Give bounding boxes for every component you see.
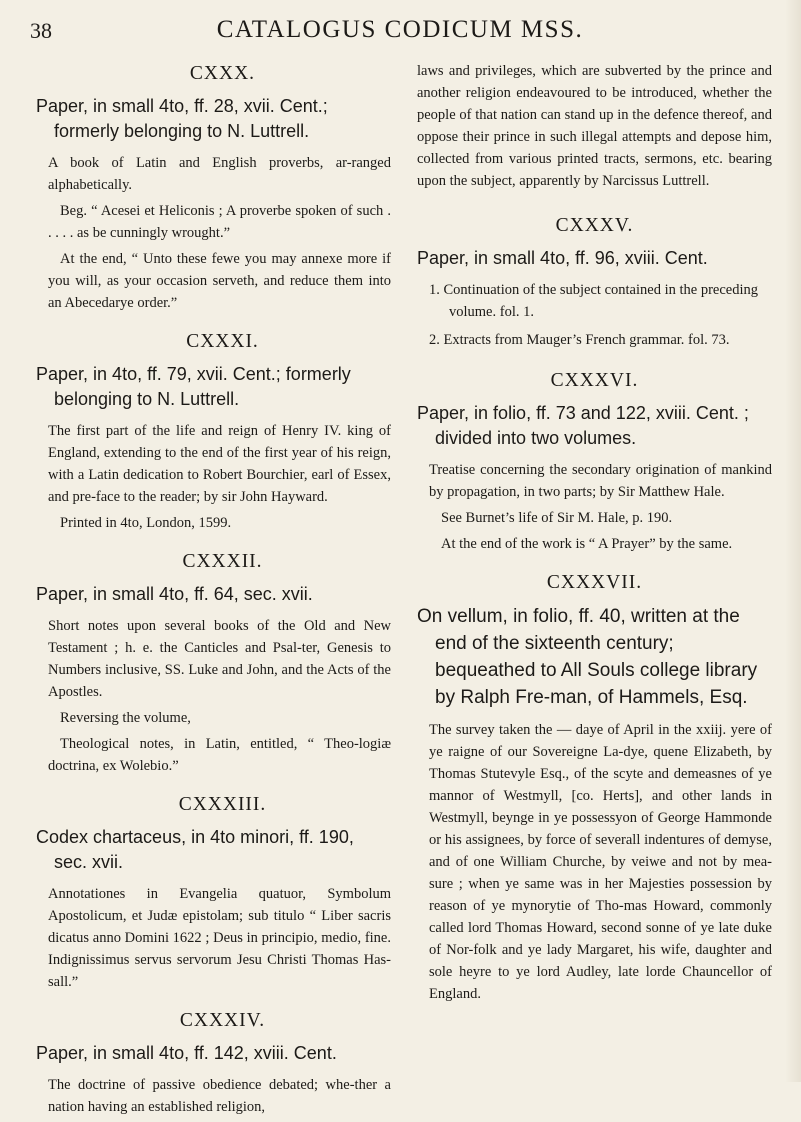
list-item: 2. Extracts from Mauger’s French grammar. fol. 73.	[429, 332, 730, 348]
entry-description: Paper, in small 4to, ff. 64, sec. xvii.	[36, 584, 313, 604]
entry-paragraph: Annotationes in Evangelia quatuor, Symbolum Apostolicum, et Judæ epistolam; sub titulo “ Liber sacris dicatus anno Domini 1622 ; Deus in principio, medio, fine. Indignissimus servus servorum Jesu Christi Thomas Has-sall.”	[48, 886, 391, 990]
entry-cxxxv	[417, 212, 772, 351]
entry-cxxx	[36, 60, 391, 314]
entry-paragraph: Theological notes, in Latin, entitled, “ Theo-logiæ doctrina, ex Wolebio.”	[48, 736, 391, 774]
entry-number: CXXXIV.	[179, 1010, 266, 1031]
entry-paragraph: At the end, “ Unto these fewe you may annexe more if you will, as your occasion serveth, and reduce them into an Abecedarye order.”	[48, 251, 391, 311]
entry-number: CXXXV.	[555, 215, 634, 236]
left-column	[36, 60, 391, 1122]
entry-paragraph: The first part of the life and reign of Henry IV. king of England, extending to the end of the first year of his reign, with a Latin dedication to Robert Bourchier, earl of Essex, and pre-face to the reader; by sir John Hayward.	[48, 423, 391, 505]
page-number: 38	[30, 18, 52, 43]
entry-description: Paper, in small 4to, ff. 142, xviii. Cent.	[36, 1043, 337, 1063]
right-column	[417, 60, 772, 1009]
entry-paragraph: Beg. “ Acesei et Heliconis ; A proverbe spoken of such . . . . . as be cunningly wrought.”	[48, 203, 391, 241]
entry-paragraph: A book of Latin and English proverbs, ar-ranged alphabetically.	[48, 155, 391, 193]
entry-paragraph-continued: laws and privileges, which are subverted by the prince and another religion endeavoured to be introduced, whether the people of that nation can stand up in the defence thereof, and oppose their prince in such illegal attempts and depose him, collected from various printed tracts, sermons, etc. bearing upon the subject, apparently by Narcissus Luttrell.	[417, 63, 772, 189]
entry-cxxxiii	[36, 791, 391, 993]
entry-paragraph: Treatise concerning the secondary origination of mankind by propagation, in two parts; by Sir Matthew Hale.	[429, 462, 772, 500]
entry-description: Paper, in small 4to, ff. 28, xvii. Cent.; formerly belonging to N. Luttrell.	[36, 96, 328, 141]
entry-number: CXXXVII.	[546, 572, 643, 593]
list-item: 1. Continuation of the subject contained in the preceding volume. fol. 1.	[429, 282, 758, 320]
entry-paragraph: Reversing the volume,	[60, 710, 191, 726]
entry-paragraph: Short notes upon several books of the Old and New Testament ; h. e. the Canticles and Psal-ter, Genesis to Numbers inclusive, SS. Luke and John, and the Acts of the Apostles.	[48, 618, 391, 700]
entry-cxxxi	[36, 328, 391, 534]
entry-cxxxvi	[417, 367, 772, 555]
entry-paragraph: See Burnet’s life of Sir M. Hale, p. 190.	[441, 510, 673, 526]
entry-description: On vellum, in folio, ff. 40, written at the end of the sixteenth century; bequeathed to All Souls college library by Ralph Fre-man, of Hammels, Esq.	[417, 606, 758, 708]
entry-paragraph: The doctrine of passive obedience debated; whe-ther a nation having an established religion,	[48, 1077, 391, 1115]
entry-cxxxiv	[36, 1007, 391, 1118]
entry-cxxxii	[36, 548, 391, 777]
entry-number: CXXXI.	[186, 331, 259, 352]
entry-paragraph: At the end of the work is “ A Prayer” by the same.	[441, 536, 733, 552]
entry-cxxxvii	[417, 569, 772, 1005]
entry-description: Paper, in small 4to, ff. 96, xviii. Cent.	[417, 248, 708, 268]
page-edge-shading	[785, 0, 801, 1082]
entry-description: Paper, in 4to, ff. 79, xvii. Cent.; formerly belonging to N. Luttrell.	[36, 364, 351, 409]
entry-number: CXXXIII.	[178, 794, 267, 815]
entry-number: CXXX.	[189, 63, 256, 84]
entry-description: Codex chartaceus, in 4to minori, ff. 190, sec. xvii.	[36, 827, 354, 872]
entry-paragraph: Printed in 4to, London, 1599.	[60, 515, 232, 531]
running-header	[30, 10, 770, 50]
entry-number: CXXXVI.	[550, 370, 639, 391]
page-title: CATALOGUS CODICUM MSS.	[216, 16, 584, 43]
entry-description: Paper, in folio, ff. 73 and 122, xviii. Cent. ; divided into two volumes.	[417, 403, 749, 448]
entry-number: CXXXII.	[182, 551, 263, 572]
entry-paragraph: The survey taken the — daye of April in the xxiij. yere of ye raigne of our Sovereigne La-dye, quene Elizabeth, by Thomas Stutevyle Esq., of the scyte and demeasnes of ye mannor of Westmyll, [co. Herts], and other lands in Westmyll, beynge in ye possessyon of George Hammonde or his assignees, by force of severall indentures of demyse, and of one William Churche, by veiwe and not by mea-sure ; when ye same was in her Majesties possession by reason of ye mynorytie of Tho-mas Howard, commonly called lord Thomas Howard, second sonne of ye late duke of Nor-folk and ye lady Margaret, his wife, daughter and sole heyre to ye lord Audley, late lorde Chauncellor of England.	[429, 722, 772, 1002]
